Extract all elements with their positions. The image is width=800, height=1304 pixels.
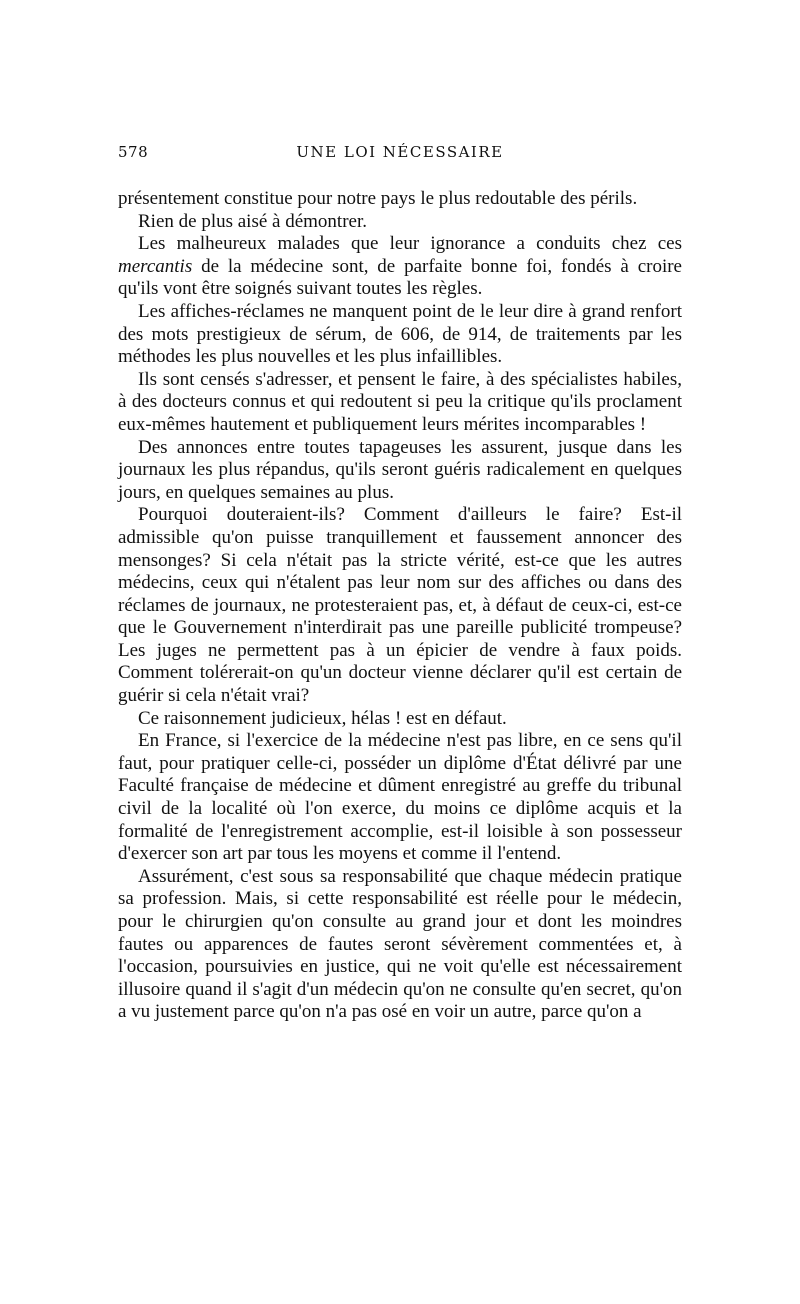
paragraph-text: Les malheureux malades que leur ignorance a conduits chez ces (138, 233, 682, 255)
paragraph (118, 233, 682, 301)
page-number: 578 (118, 143, 149, 161)
book-page (118, 143, 682, 1024)
paragraph: Ils sont censés s'adresser, et pensent le faire, à des spécialistes habiles, à des docteurs connus et qui redoutent si peu la critique qu'ils proclament eux-mêmes hautement et publiquement leurs mérites incomparables ! (118, 368, 682, 435)
paragraph: Rien de plus aisé à démontrer. (138, 210, 367, 232)
paragraph: Assurément, c'est sous sa responsabilité que chaque médecin pratique sa profession. Mais, si cette responsabilité est réelle pour le médecin, pour le chirurgien qu'on consulte au grand jour et dont les moindres fautes ou apparences de fautes seront sévèrement commentées et, à l'occasion, poursuivies en justice, qui ne voit qu'elle est nécessairement illusoire quand il s'agit d'un médecin qu'on ne consulte qu'en secret, qu'on a vu justement parce qu'on n'a pas osé en voir un autre, parce qu'on a (118, 865, 682, 1023)
body-text (118, 188, 682, 1024)
paragraph: En France, si l'exercice de la médecine n'est pas libre, en ce sens qu'il faut, pour pratiquer celle-ci, posséder un diplôme d'État délivré par une Faculté française de médecine et dûment enregistré au greffe du tribunal civil de la localité où l'on exerce, du moins ce diplôme acquis et la formalité de l'enregistrement accomplie, est-il loisible à son possesseur d'exercer son art par tous les moyens et comme il l'entend. (118, 730, 682, 865)
running-title: UNE LOI NÉCESSAIRE (296, 143, 504, 161)
running-head (118, 143, 682, 167)
italic-term: mercantis (118, 255, 193, 277)
paragraph: présentement constitue pour notre pays le plus redoutable des périls. (118, 188, 638, 209)
paragraph: Des annonces entre toutes tapageuses les assurent, jusque dans les journaux les plus répandus, qu'ils seront guéris radicalement en quelques jours, en quelques semaines au plus. (118, 436, 682, 503)
paragraph: Les affiches-réclames ne manquent point de le leur dire à grand renfort des mots prestigieux de sérum, de 606, de 914, de traitements par les méthodes les plus nouvelles et les plus infaillibles. (118, 300, 682, 368)
paragraph-text: de la médecine sont, de parfaite bonne foi, fondés à croire qu'ils vont être soignés suivant toutes les règles. (118, 255, 682, 300)
paragraph: Ce raisonnement judicieux, hélas ! est en défaut. (138, 707, 507, 729)
paragraph: Pourquoi douteraient-ils? Comment d'ailleurs le faire? Est-il admissible qu'on puisse tranquillement et faussement annoncer des mensonges? Si cela n'était pas la stricte vérité, est-ce que les autres médecins, ceux qui n'étalent pas leur nom sur des affiches ou dans des réclames de journaux, ne protesteraient pas, et, à défaut de ceux-ci, est-ce que le Gouvernement n'interdirait pas une pareille publicité trompeuse? Les juges ne permettent pas à un épicier de vendre à faux poids. Comment tolérerait-on qu'un docteur vienne déclarer qu'il est certain de guérir si cela n'était vrai? (118, 504, 682, 707)
